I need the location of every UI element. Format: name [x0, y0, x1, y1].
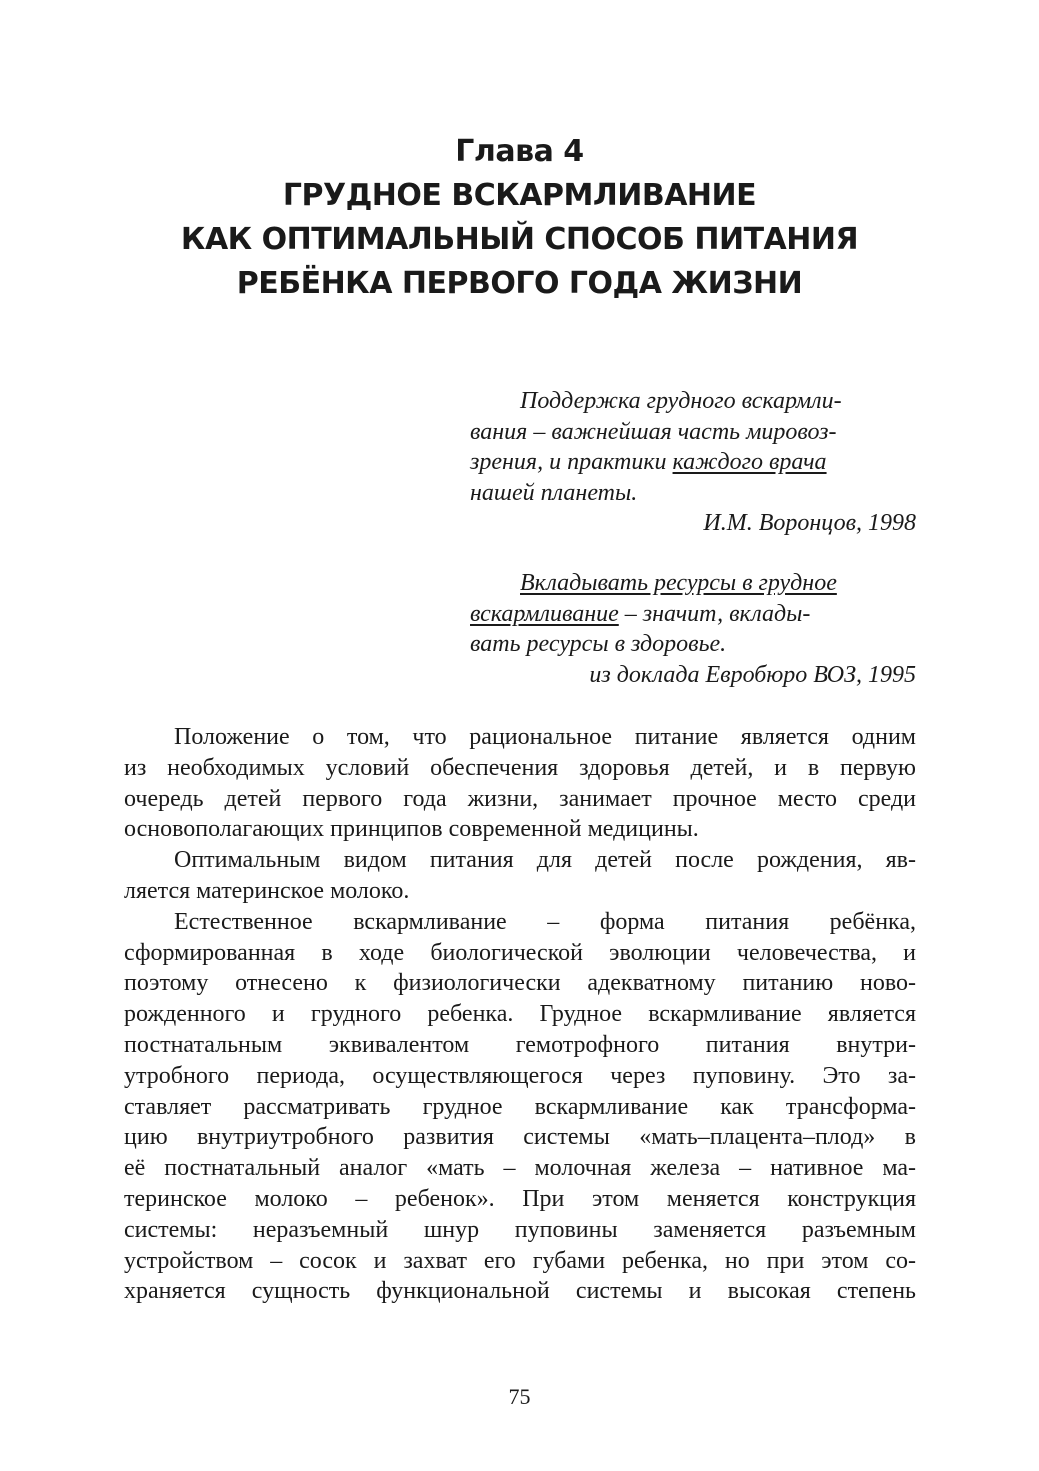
epigraph-1-underlined-phrase: каждого врача [672, 449, 827, 475]
body-line: постнатальным эквивалентом гемотрофного питания внутри- [124, 1031, 916, 1058]
epigraph-2-line-2-text: – значит, вклады- [618, 600, 811, 627]
epigraph-1-line-2: вания – важнейшая часть мировоз- [470, 418, 837, 445]
body-line: поэтому отнесено к физиологически адекватному питанию ново- [124, 970, 916, 997]
chapter-title-line-3: РЕБЁНКА ПЕРВОГО ГОДА ЖИЗНИ [236, 266, 803, 301]
epigraph-2-line-2 [470, 599, 916, 630]
epigraph-2-underlined-phrase-2: вскармливание [470, 600, 619, 627]
epigraph-1-attribution: И.М. Воронцов, 1998 [703, 510, 916, 536]
epigraph-1-line-4: нашей планеты. [470, 479, 638, 506]
page-number: 75 [508, 1384, 531, 1409]
body-line: из необходимых условий обеспечения здоровья детей, и в первую [124, 754, 916, 781]
body-line: её постнатальный аналог «мать – молочная железа – нативное ма- [124, 1155, 916, 1182]
epigraph-2-line-1 [470, 568, 916, 599]
body-line: сформированная в ходе биологической эволюции человечества, и [124, 939, 916, 966]
body-line: рожденного и грудного ребенка. Грудное вскармливание является [124, 1001, 916, 1028]
epigraph-1-line-3-text: зрения, и практики [470, 449, 673, 475]
chapter-heading [0, 130, 1039, 306]
body-line: теринское молоко – ребенок». При этом меняется конструкция [124, 1185, 916, 1212]
epigraph-2 [470, 568, 916, 690]
body-line: храняется сущность функциональной системы и высокая степень [124, 1278, 916, 1305]
chapter-title-line-1: ГРУДНОЕ ВСКАРМЛИВАНИЕ [282, 178, 757, 213]
body-line: Оптимальным видом питания для детей после рождения, яв- [174, 847, 916, 874]
body-line: цию внутриутробного развития системы «мать–плацента–плод» в [124, 1124, 916, 1151]
body-line: ставляет рассматривать грудное вскармливание как трансформа- [124, 1093, 916, 1120]
epigraph-1-line-3 [470, 447, 916, 478]
body-line: основополагающих принципов современной медицины. [124, 816, 699, 843]
body-line: системы: неразъемный шнур пуповины заменяется разъемным [124, 1216, 916, 1243]
body-line: Естественное вскармливание – форма питания ребёнка, [174, 908, 916, 935]
epigraph-1 [470, 386, 916, 539]
epigraph-1-line-1: Поддержка грудного вскармли- [520, 388, 842, 414]
body-line: очередь детей первого года жизни, занимает прочное место среди [124, 785, 916, 812]
body-line: утробного периода, осуществляющегося через пуповину. Это за- [124, 1062, 916, 1089]
body-line: Положение о том, что рациональное питание является одним [174, 724, 916, 750]
body-text [124, 722, 916, 1307]
body-line: устройством – сосок и захват его губами ребенка, но при этом со- [124, 1247, 916, 1274]
chapter-title-line-2: КАК ОПТИМАЛЬНЫЙ СПОСОБ ПИТАНИЯ [180, 222, 859, 257]
body-line: ляется материнское молоко. [124, 877, 410, 904]
epigraph-2-attribution: из доклада Евробюро ВОЗ, 1995 [589, 661, 916, 688]
epigraph-2-underlined-phrase-1: Вкладывать ресурсы в грудное [520, 570, 837, 596]
epigraph-2-line-3: вать ресурсы в здоровье. [470, 631, 727, 657]
chapter-number: Глава 4 [455, 134, 584, 169]
